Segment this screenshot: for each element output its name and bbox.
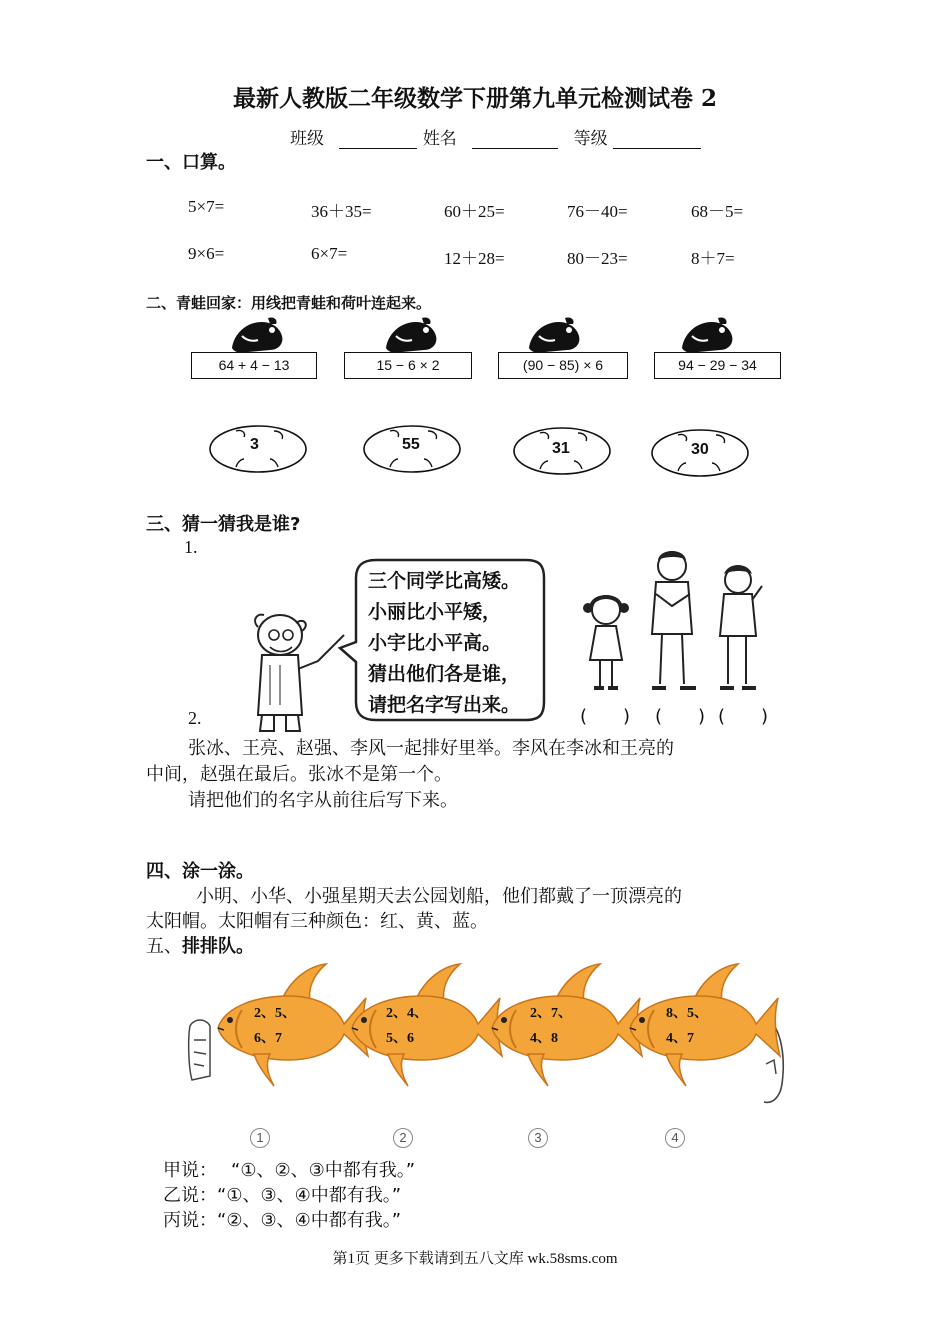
calc-item: 76－40= (567, 202, 628, 221)
fish-label-circle: 3 (528, 1128, 548, 1148)
calc-item: 80－23= (567, 249, 628, 268)
calc-item: 5×7= (188, 197, 225, 216)
grade-blank[interactable] (613, 131, 701, 149)
page-title: 最新人教版二年级数学下册第九单元检测试卷 2 (232, 85, 717, 112)
section3-heading: 三、猜一猜我是谁? (146, 514, 301, 535)
fish-number-line: 2、5、 (254, 1006, 296, 1021)
calc-item: 12＋28= (444, 249, 505, 268)
calc-item: 9×6= (188, 244, 225, 263)
student-info-line (290, 124, 701, 149)
speech-line: 三个同学比高矮。 (368, 570, 521, 592)
statement-text: “①、③、④中都有我。” (217, 1185, 402, 1206)
frog-icon (525, 316, 583, 356)
question-number: 2. (188, 708, 202, 728)
name-blank[interactable] (472, 131, 558, 149)
q2-text-line: 请把他们的名字从前往后写下来。 (188, 790, 458, 811)
expression-box: (90 − 85) × 6 (498, 352, 628, 379)
fish-number-line: 4、8 (530, 1031, 558, 1046)
speaker: 乙说： (163, 1185, 217, 1206)
pad-value: 31 (552, 440, 570, 457)
answer-blank[interactable]: ( ) (718, 706, 769, 727)
pad-value: 30 (691, 441, 709, 458)
class-label: 班级 (290, 129, 324, 149)
statement-line (163, 1206, 401, 1232)
girl-illustration (580, 590, 632, 694)
section5-title: 排排队。 (182, 936, 254, 957)
statement-text: “①、②、③中都有我。” (231, 1160, 416, 1181)
speech-line: 小宇比小平高。 (368, 632, 502, 654)
fish-number-line: 4、7 (666, 1031, 694, 1046)
pad-value: 55 (402, 436, 420, 453)
speaker: 丙说： (163, 1210, 217, 1231)
section4-heading: 四、涂一涂。 (146, 861, 254, 882)
expression-box: 94 − 29 − 34 (654, 352, 781, 379)
q2-text-line: 中间，赵强在最后。张冰不是第一个。 (146, 764, 452, 785)
calc-item: 8＋7= (691, 249, 735, 268)
name-label: 姓名 (422, 129, 457, 149)
section4-text: 太阳帽。太阳帽有三种颜色：红、黄、蓝。 (146, 911, 488, 932)
pad-value: 3 (250, 436, 259, 453)
cartoon-fragment-icon (186, 1016, 212, 1086)
page-footer: 第1页 更多下载请到五八文库 wk.58sms.com (332, 1251, 618, 1267)
calc-item: 68－5= (691, 202, 744, 221)
fish-label-circle: 2 (393, 1128, 413, 1148)
speech-text (368, 566, 520, 721)
answer-blank[interactable]: ( ) (580, 706, 631, 727)
section5-heading (146, 932, 254, 958)
fish-number-line: 8、5、 (666, 1006, 708, 1021)
speaker: 甲说： (163, 1160, 217, 1181)
answer-blank[interactable]: ( ) (655, 706, 706, 727)
question-number: 1. (184, 537, 198, 557)
frog-icon (228, 316, 286, 356)
expression-box: 64 + 4 − 13 (191, 352, 317, 379)
section1-heading: 一、口算。 (146, 152, 236, 173)
section2-heading: 二、青蛙回家：用线把青蛙和荷叶连起来。 (146, 294, 432, 312)
statement-text: “②、③、④中都有我。” (217, 1210, 402, 1231)
calc-item: 60＋25= (444, 202, 505, 221)
fish-number-line: 2、7、 (530, 1006, 572, 1021)
fish-label-circle: 1 (250, 1128, 270, 1148)
expression-box: 15 − 6 × 2 (344, 352, 472, 379)
statement-line (163, 1181, 401, 1207)
class-blank[interactable] (339, 131, 417, 149)
boy-illustration (712, 560, 768, 694)
calc-item: 6×7= (311, 244, 348, 263)
fish-number-line: 2、4、 (386, 1006, 428, 1021)
calc-item: 36＋35= (311, 202, 372, 221)
fish-number-line: 5、6 (386, 1031, 414, 1046)
fish-numbers (254, 1001, 296, 1051)
speech-line: 猜出他们各是谁， (368, 663, 521, 685)
frog-icon (678, 316, 736, 356)
tall-boy-illustration (640, 544, 706, 694)
speech-line: 请把名字写出来。 (368, 694, 521, 716)
frog-icon (382, 316, 440, 356)
fish-number-line: 6、7 (254, 1031, 282, 1046)
fish-numbers (386, 1001, 428, 1051)
statement-line (163, 1156, 415, 1182)
q2-text-line: 张冰、王亮、赵强、李风一起排好里举。李风在李冰和王亮的 (188, 738, 674, 759)
teacher-illustration (240, 605, 350, 735)
fish-label-circle: 4 (665, 1128, 685, 1148)
grade-label: 等级 (573, 129, 608, 149)
section4-text: 小明、小华、小强星期天去公园划船，他们都戴了一顶漂亮的 (196, 886, 682, 907)
fish-numbers (666, 1001, 708, 1051)
speech-line: 小丽比小平矮， (368, 601, 502, 623)
section5-prefix: 五、 (146, 936, 182, 957)
fish-numbers (530, 1001, 572, 1051)
